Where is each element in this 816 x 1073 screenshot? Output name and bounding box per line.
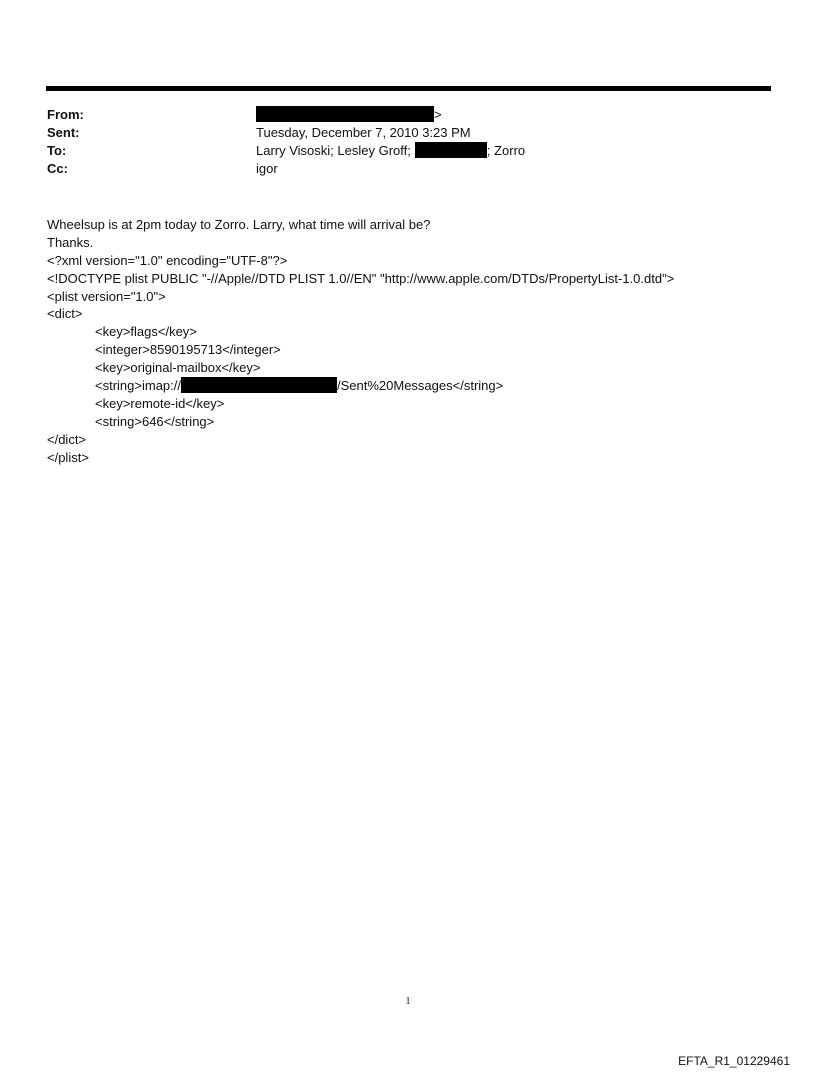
body-line: <key>flags</key> — [95, 324, 197, 340]
to-value — [256, 142, 525, 160]
cc-value: igor — [256, 161, 278, 176]
from-row — [47, 106, 767, 124]
sent-value: Tuesday, December 7, 2010 3:23 PM — [256, 125, 471, 140]
body-line: <key>original-mailbox</key> — [95, 360, 261, 376]
body-line: </dict> — [47, 431, 87, 447]
redaction-box — [181, 377, 337, 393]
to-row — [47, 142, 767, 160]
page-number: 1 — [405, 996, 411, 1007]
redaction-box — [256, 106, 434, 122]
body-line: <integer>8590195713</integer> — [95, 342, 281, 358]
body-line: Thanks. — [47, 234, 94, 250]
sent-label: Sent: — [47, 125, 80, 140]
redaction-box — [415, 142, 487, 158]
to-label: To: — [47, 143, 67, 158]
body-line: <?xml version="1.0" encoding="UTF-8"?> — [47, 252, 288, 268]
body-line-suffix: /Sent%20Messages</string> — [337, 378, 504, 394]
body-line: <string>646</string> — [95, 413, 215, 429]
body-line: <dict> — [47, 306, 83, 322]
document-id: EFTA_R1_01229461 — [678, 1054, 790, 1068]
to-value-prefix: Larry Visoski; Lesley Groff; — [256, 143, 411, 158]
body-line: <plist version="1.0"> — [47, 288, 166, 304]
body-line: Wheelsup is at 2pm today to Zorro. Larry, what time will arrival be? — [47, 217, 431, 232]
from-label: From: — [47, 107, 84, 122]
from-value-suffix: > — [434, 107, 442, 122]
body-line: <key>remote-id</key> — [95, 395, 225, 411]
cc-label: Cc: — [47, 161, 68, 176]
cc-row — [47, 160, 767, 178]
sent-row — [47, 124, 767, 142]
body-line: </plist> — [47, 449, 89, 465]
message-body — [47, 216, 787, 466]
to-value-suffix: ; Zorro — [486, 143, 526, 158]
body-line: <!DOCTYPE plist PUBLIC "-//Apple//DTD PLIST 1.0//EN" "http://www.apple.com/DTDs/PropertyList-1.0.dtd"> — [47, 270, 675, 286]
header-divider-rule — [46, 86, 771, 91]
from-value — [256, 106, 442, 124]
body-line-prefix: <string>imap:// — [95, 378, 181, 394]
body-line-redacted — [47, 377, 787, 395]
